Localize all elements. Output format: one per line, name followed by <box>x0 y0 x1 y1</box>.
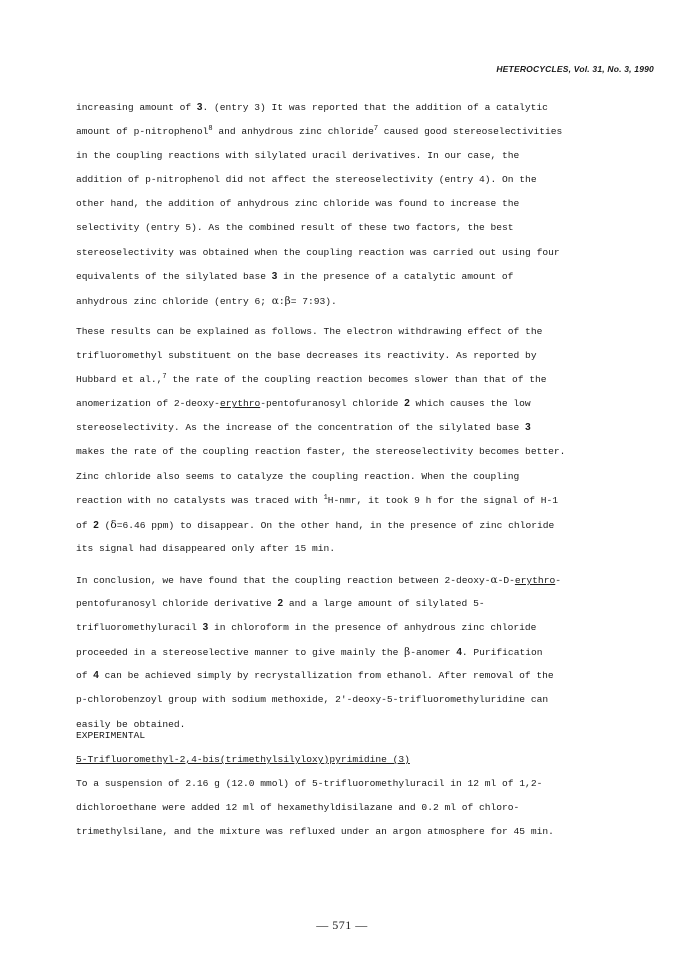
text-span: equivalents of the silylated base <box>76 270 272 282</box>
text-span: : <box>278 295 285 307</box>
reference-superscript: 8 <box>208 125 213 134</box>
text-line <box>76 640 656 664</box>
text-span: and anhydrous zinc chloride <box>212 126 374 138</box>
text-span: proceeded in a stereoselective manner to give mainly the <box>76 647 405 659</box>
text-line <box>76 616 656 640</box>
isotope-superscript: 1 <box>323 493 328 502</box>
experimental-section <box>76 724 656 844</box>
text-span: . (entry 3) It was reported that the addition of a catalytic <box>202 102 548 113</box>
text-line <box>76 120 656 144</box>
text-span: ( <box>98 519 111 531</box>
delta-symbol: δ <box>110 518 117 531</box>
alpha-symbol: α <box>271 294 279 307</box>
text-span: trifluoromethyluracil <box>76 622 203 634</box>
text-line: To a suspension of 2.16 g (12.0 mmol) of 5-trifluoromethyluracil in 12 ml of 1,2- <box>76 778 543 790</box>
text-line: selectivity (entry 5). As the combined result of these two factors, the best <box>76 222 514 234</box>
page-number: — 571 — <box>316 918 368 932</box>
text-line: other hand, the addition of anhydrous zinc chloride was found to increase the <box>76 198 520 210</box>
text-span: in chloroform in the presence of anhydrous zinc chloride <box>208 622 537 634</box>
italic-prefix: erythro <box>514 575 556 586</box>
section-heading: EXPERIMENTAL <box>76 730 146 741</box>
paragraph-stereoselectivity <box>76 96 656 313</box>
text-line: stereoselectivity was obtained when the coupling reaction was carried out using four <box>76 246 560 258</box>
text-span: -D- <box>497 575 515 586</box>
text-span: the rate of the coupling reaction becomes slower than that of the <box>166 374 547 386</box>
text-span: of <box>76 670 94 682</box>
text-span: Hubbard et al., <box>76 374 163 386</box>
text-span: anomerization of 2-deoxy- <box>76 398 220 410</box>
text-span: of <box>76 519 94 531</box>
text-line: in the coupling reactions with silylated uracil derivatives. In our case, the <box>76 150 520 162</box>
text-line <box>76 592 656 616</box>
text-span: in the presence of a catalytic amount of <box>277 270 514 282</box>
text-line <box>76 289 656 313</box>
text-line: trifluoromethyl substituent on the base decreases its reactivity. As reported by <box>76 350 537 362</box>
text-line: addition of p-nitrophenol did not affect the stereoselectivity (entry 4). On the <box>76 174 537 186</box>
running-header: HETEROCYCLES, Vol. 31, No. 3, 1990 <box>496 64 654 74</box>
reference-superscript: 7 <box>373 125 379 134</box>
text-span: increasing amount of <box>76 102 197 113</box>
text-span: - <box>555 575 561 586</box>
compound-subheading: 5-Trifluoromethyl-2,4-bis(trimethylsilyloxy)pyrimidine (3) <box>76 754 410 766</box>
compound-ref: 4 <box>93 670 99 682</box>
compound-ref: 2 <box>404 398 410 410</box>
paragraph-conclusion <box>76 568 656 737</box>
text-line: its signal had disappeared only after 15 min. <box>76 542 336 554</box>
text-span: can be achieved simply by recrystallization from ethanol. After removal of the <box>98 670 554 682</box>
paragraph-explanation <box>76 320 656 561</box>
text-line <box>76 489 656 513</box>
compound-ref: 2 <box>277 598 284 610</box>
text-span: pentofuranosyl chloride derivative <box>76 598 278 610</box>
text-line: trimethylsilane, and the mixture was refluxed under an argon atmosphere for 45 min. <box>76 826 554 838</box>
text-span: caused good stereoselectivities <box>378 126 563 138</box>
text-line <box>76 368 656 392</box>
text-span: In conclusion, we have found that the coupling reaction between 2-deoxy- <box>76 575 491 586</box>
beta-symbol: β <box>284 294 291 307</box>
beta-symbol: β <box>404 646 411 659</box>
text-line <box>76 392 656 416</box>
text-line: easily be obtained. <box>76 718 186 730</box>
text-line <box>76 513 656 537</box>
text-span: . Purification <box>461 647 543 659</box>
text-line: These results can be explained as follows. The electron withdrawing effect of the <box>76 326 543 337</box>
text-span: reaction with no catalysts was traced with <box>76 494 324 506</box>
text-span: anhydrous zinc chloride (entry 6; <box>76 295 272 307</box>
alpha-symbol: α <box>490 574 498 586</box>
text-line: makes the rate of the coupling reaction faster, the stereoselectivity becomes better. <box>76 446 566 458</box>
text-span: = 7:93). <box>290 295 337 307</box>
text-line <box>76 416 656 440</box>
text-span: amount of p-nitrophenol <box>76 126 209 138</box>
compound-ref: 3 <box>525 422 531 434</box>
text-span: and a large amount of silylated 5- <box>283 598 485 610</box>
italic-prefix: erythro <box>219 398 261 410</box>
text-span: -pentofuranosyl chloride <box>260 398 405 410</box>
text-line <box>76 265 656 289</box>
compound-ref: 3 <box>202 622 209 634</box>
text-line <box>76 96 656 120</box>
text-span: =6.46 ppm) to disappear. On the other hand, in the presence of zinc chloride <box>116 519 555 531</box>
text-line: p-chlorobenzoyl group with sodium methoxide, 2'-deoxy-5-trifluoromethyluridine can <box>76 694 549 706</box>
text-span: H-nmr, it took 9 h for the signal of H-1 <box>327 494 559 506</box>
text-line <box>76 568 656 592</box>
text-line: dichloroethane were added 12 ml of hexamethyldisilazane and 0.2 ml of chloro- <box>76 802 520 814</box>
compound-ref: 3 <box>196 102 203 113</box>
reference-superscript: 7 <box>162 373 167 382</box>
text-span: which causes the low <box>409 398 531 410</box>
compound-ref: 3 <box>271 270 278 282</box>
text-line <box>76 664 656 688</box>
text-line: Zinc chloride also seems to catalyze the coupling reaction. When the coupling <box>76 470 520 482</box>
compound-ref: 4 <box>456 647 462 659</box>
compound-ref: 2 <box>93 519 99 531</box>
text-span: -anomer <box>410 647 457 659</box>
text-span: stereoselectivity. As the increase of the concentration of the silylated base <box>76 422 526 434</box>
